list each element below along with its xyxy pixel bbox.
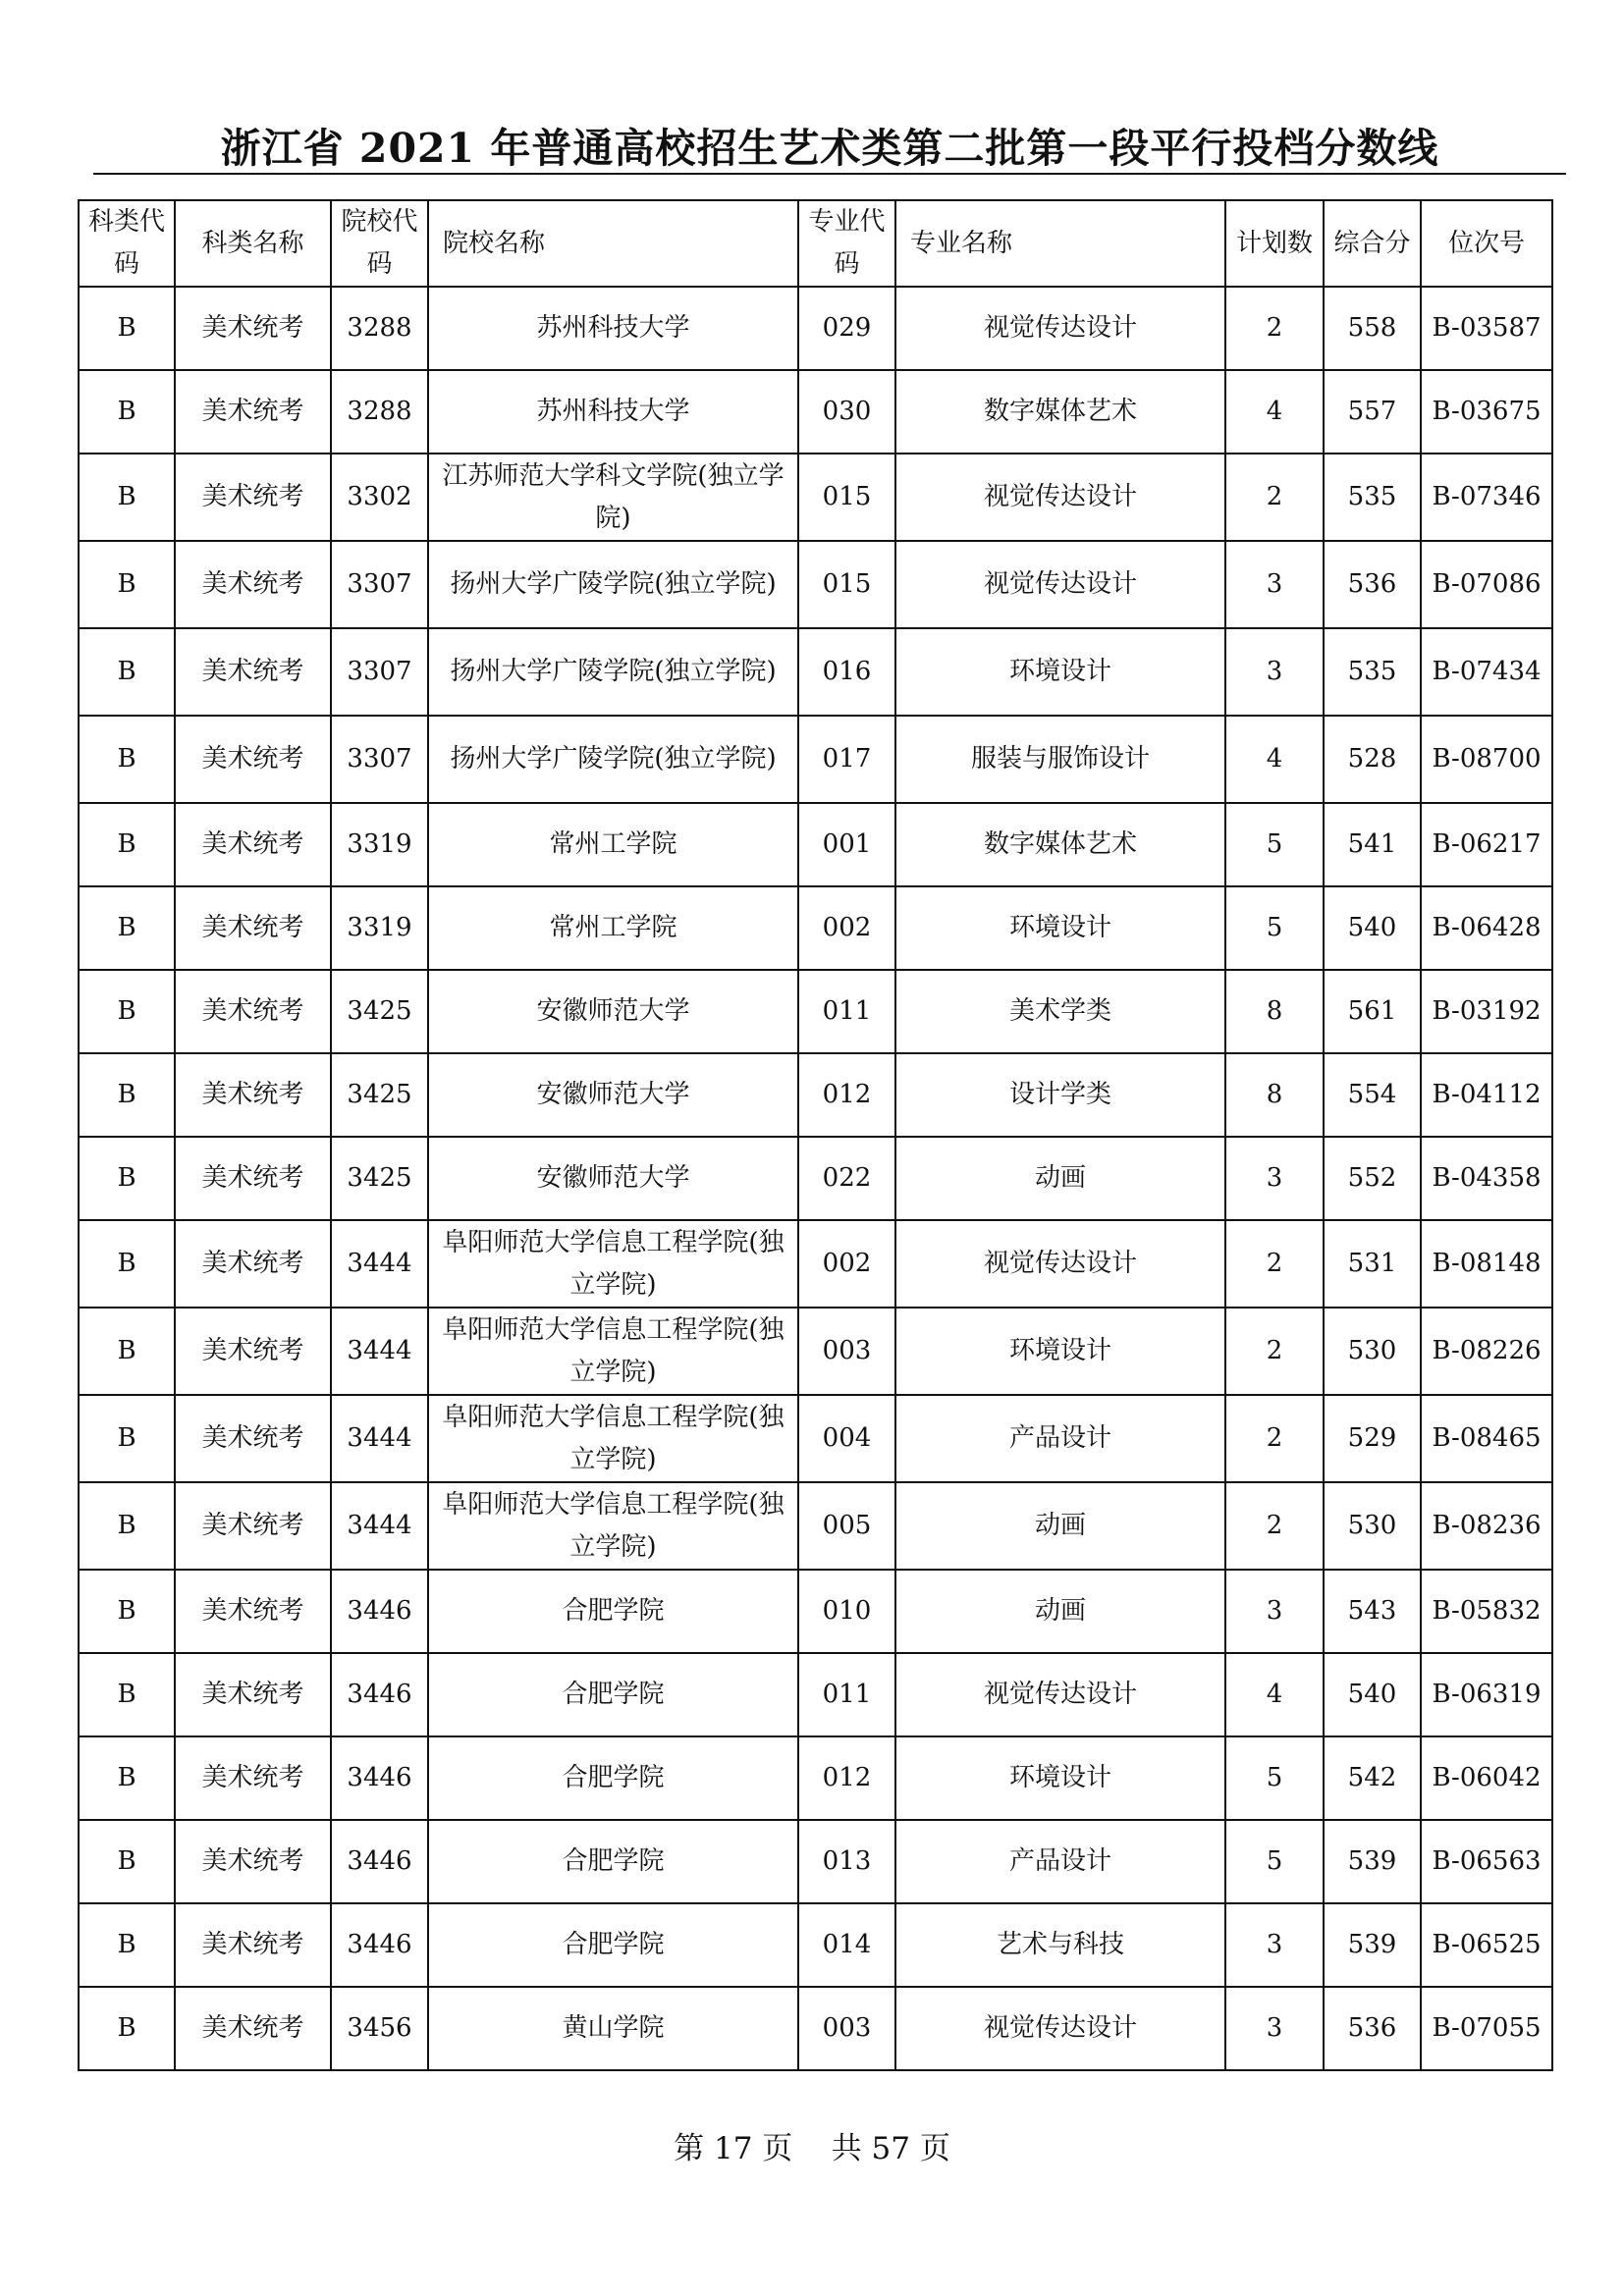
cell-major-name: 艺术与科技 <box>895 1903 1225 1987</box>
cell-school-name: 黄山学院 <box>428 1987 798 2070</box>
cell-school-name: 阜阳师范大学信息工程学院(独立学院) <box>428 1482 798 1570</box>
table-row <box>79 1570 1552 1653</box>
cell-school-name: 扬州大学广陵学院(独立学院) <box>428 628 798 716</box>
cell-major-name: 环境设计 <box>895 628 1225 716</box>
cell-plan-count: 2 <box>1225 287 1324 370</box>
table-row <box>79 970 1552 1053</box>
cell-rank: B-04358 <box>1421 1137 1552 1220</box>
cell-major-name: 环境设计 <box>895 1308 1225 1395</box>
cell-major-name: 环境设计 <box>895 1736 1225 1820</box>
cell-subject-code: B <box>79 1903 175 1987</box>
table-row <box>79 803 1552 886</box>
header-plan-count: 计划数 <box>1225 200 1324 287</box>
cell-subject-name: 美术统考 <box>175 1736 331 1820</box>
cell-major-code: 015 <box>798 541 895 628</box>
cell-rank: B-06042 <box>1421 1736 1552 1820</box>
cell-rank: B-07346 <box>1421 454 1552 541</box>
cell-school-name: 安徽师范大学 <box>428 1053 798 1137</box>
table-row <box>79 287 1552 370</box>
header-major-code: 专业代码 <box>798 200 895 287</box>
cell-major-code: 022 <box>798 1137 895 1220</box>
cell-rank: B-06428 <box>1421 886 1552 970</box>
cell-composite-score: 536 <box>1324 541 1421 628</box>
cell-school-code: 3307 <box>331 541 428 628</box>
cell-major-code: 004 <box>798 1395 895 1482</box>
cell-subject-code: B <box>79 1482 175 1570</box>
cell-composite-score: 530 <box>1324 1308 1421 1395</box>
cell-rank: B-08465 <box>1421 1395 1552 1482</box>
cell-subject-name: 美术统考 <box>175 886 331 970</box>
cell-plan-count: 2 <box>1225 1482 1324 1570</box>
cell-composite-score: 540 <box>1324 1653 1421 1736</box>
cell-major-name: 视觉传达设计 <box>895 1220 1225 1308</box>
cell-subject-code: B <box>79 886 175 970</box>
cell-school-code: 3288 <box>331 370 428 454</box>
cell-major-name: 视觉传达设计 <box>895 287 1225 370</box>
cell-major-code: 003 <box>798 1308 895 1395</box>
cell-subject-name: 美术统考 <box>175 287 331 370</box>
cell-subject-name: 美术统考 <box>175 803 331 886</box>
cell-plan-count: 5 <box>1225 1820 1324 1903</box>
cell-major-code: 010 <box>798 1570 895 1653</box>
cell-subject-name: 美术统考 <box>175 1220 331 1308</box>
cell-subject-code: B <box>79 1220 175 1308</box>
table-row <box>79 1903 1552 1987</box>
cell-school-code: 3446 <box>331 1820 428 1903</box>
cell-major-name: 产品设计 <box>895 1820 1225 1903</box>
cell-rank: B-06319 <box>1421 1653 1552 1736</box>
cell-major-name: 视觉传达设计 <box>895 1987 1225 2070</box>
cell-composite-score: 539 <box>1324 1820 1421 1903</box>
cell-rank: B-08148 <box>1421 1220 1552 1308</box>
cell-subject-code: B <box>79 1820 175 1903</box>
cell-school-code: 3456 <box>331 1987 428 2070</box>
cell-composite-score: 539 <box>1324 1903 1421 1987</box>
cell-school-code: 3446 <box>331 1903 428 1987</box>
cell-school-code: 3444 <box>331 1220 428 1308</box>
table-row <box>79 716 1552 803</box>
cell-rank: B-08700 <box>1421 716 1552 803</box>
cell-rank: B-07434 <box>1421 628 1552 716</box>
cell-school-name: 合肥学院 <box>428 1570 798 1653</box>
cell-plan-count: 4 <box>1225 1653 1324 1736</box>
cell-school-name: 合肥学院 <box>428 1736 798 1820</box>
cell-rank: B-07055 <box>1421 1987 1552 2070</box>
cell-school-code: 3425 <box>331 1053 428 1137</box>
cell-plan-count: 8 <box>1225 970 1324 1053</box>
cell-major-name: 数字媒体艺术 <box>895 370 1225 454</box>
cell-subject-code: B <box>79 1137 175 1220</box>
cell-major-name: 设计学类 <box>895 1053 1225 1137</box>
cell-plan-count: 5 <box>1225 1736 1324 1820</box>
cell-school-name: 扬州大学广陵学院(独立学院) <box>428 541 798 628</box>
cell-subject-code: B <box>79 970 175 1053</box>
table-row <box>79 1395 1552 1482</box>
cell-composite-score: 528 <box>1324 716 1421 803</box>
cell-subject-name: 美术统考 <box>175 1570 331 1653</box>
cell-school-name: 扬州大学广陵学院(独立学院) <box>428 716 798 803</box>
cell-composite-score: 529 <box>1324 1395 1421 1482</box>
cell-major-name: 视觉传达设计 <box>895 541 1225 628</box>
cell-plan-count: 2 <box>1225 454 1324 541</box>
cell-school-code: 3446 <box>331 1570 428 1653</box>
cell-composite-score: 542 <box>1324 1736 1421 1820</box>
cell-major-code: 002 <box>798 886 895 970</box>
cell-major-code: 013 <box>798 1820 895 1903</box>
cell-school-name: 安徽师范大学 <box>428 970 798 1053</box>
cell-major-name: 动画 <box>895 1137 1225 1220</box>
cell-plan-count: 2 <box>1225 1220 1324 1308</box>
title-underline <box>93 173 1566 175</box>
table-row <box>79 1308 1552 1395</box>
cell-subject-name: 美术统考 <box>175 1987 331 2070</box>
cell-school-name: 阜阳师范大学信息工程学院(独立学院) <box>428 1220 798 1308</box>
cell-composite-score: 554 <box>1324 1053 1421 1137</box>
cell-school-name: 阜阳师范大学信息工程学院(独立学院) <box>428 1395 798 1482</box>
table-row <box>79 370 1552 454</box>
table-row <box>79 541 1552 628</box>
cell-subject-code: B <box>79 803 175 886</box>
cell-subject-code: B <box>79 1053 175 1137</box>
cell-school-name: 常州工学院 <box>428 803 798 886</box>
cell-school-name: 常州工学院 <box>428 886 798 970</box>
table-row <box>79 1220 1552 1308</box>
cell-plan-count: 3 <box>1225 1903 1324 1987</box>
table-row <box>79 886 1552 970</box>
cell-school-name: 合肥学院 <box>428 1820 798 1903</box>
cell-plan-count: 5 <box>1225 886 1324 970</box>
cell-subject-name: 美术统考 <box>175 1820 331 1903</box>
cell-school-name: 合肥学院 <box>428 1653 798 1736</box>
cell-school-name: 阜阳师范大学信息工程学院(独立学院) <box>428 1308 798 1395</box>
cell-major-code: 011 <box>798 970 895 1053</box>
cell-school-code: 3307 <box>331 716 428 803</box>
cell-subject-name: 美术统考 <box>175 1137 331 1220</box>
header-composite-score: 综合分 <box>1324 200 1421 287</box>
cell-plan-count: 5 <box>1225 803 1324 886</box>
cell-composite-score: 561 <box>1324 970 1421 1053</box>
cell-rank: B-07086 <box>1421 541 1552 628</box>
cell-school-name: 苏州科技大学 <box>428 370 798 454</box>
cell-school-name: 苏州科技大学 <box>428 287 798 370</box>
cell-major-name: 动画 <box>895 1482 1225 1570</box>
cell-rank: B-04112 <box>1421 1053 1552 1137</box>
cell-rank: B-06217 <box>1421 803 1552 886</box>
cell-subject-name: 美术统考 <box>175 1482 331 1570</box>
page-footer: 第 17 页 共 57 页 <box>674 2131 950 2166</box>
cell-plan-count: 3 <box>1225 1570 1324 1653</box>
cell-plan-count: 2 <box>1225 1308 1324 1395</box>
cell-major-code: 011 <box>798 1653 895 1736</box>
cell-major-name: 产品设计 <box>895 1395 1225 1482</box>
cell-rank: B-05832 <box>1421 1570 1552 1653</box>
cell-school-code: 3446 <box>331 1653 428 1736</box>
table-row <box>79 1820 1552 1903</box>
cell-major-name: 动画 <box>895 1570 1225 1653</box>
cell-plan-count: 3 <box>1225 1987 1324 2070</box>
cell-school-code: 3288 <box>331 287 428 370</box>
cell-major-code: 030 <box>798 370 895 454</box>
cell-major-code: 005 <box>798 1482 895 1570</box>
cell-rank: B-03587 <box>1421 287 1552 370</box>
cell-major-name: 服装与服饰设计 <box>895 716 1225 803</box>
cell-plan-count: 3 <box>1225 1137 1324 1220</box>
cell-subject-name: 美术统考 <box>175 454 331 541</box>
table-header-row <box>79 200 1552 287</box>
cell-rank: B-08236 <box>1421 1482 1552 1570</box>
cell-rank: B-08226 <box>1421 1308 1552 1395</box>
cell-major-name: 美术学类 <box>895 970 1225 1053</box>
header-school-code: 院校代码 <box>331 200 428 287</box>
page-title: 浙江省 2021 年普通高校招生艺术类第二批第一段平行投档分数线 <box>220 125 1439 172</box>
cell-rank: B-03192 <box>1421 970 1552 1053</box>
cell-school-code: 3444 <box>331 1395 428 1482</box>
table-row <box>79 1653 1552 1736</box>
cell-major-code: 015 <box>798 454 895 541</box>
cell-subject-code: B <box>79 287 175 370</box>
cell-major-code: 014 <box>798 1903 895 1987</box>
cell-rank: B-06563 <box>1421 1820 1552 1903</box>
header-subject-name: 科类名称 <box>175 200 331 287</box>
cell-subject-name: 美术统考 <box>175 1653 331 1736</box>
table-body <box>79 287 1552 2070</box>
cell-major-code: 002 <box>798 1220 895 1308</box>
cell-subject-name: 美术统考 <box>175 1395 331 1482</box>
cell-school-name: 江苏师范大学科文学院(独立学院) <box>428 454 798 541</box>
table-row <box>79 1987 1552 2070</box>
cell-composite-score: 530 <box>1324 1482 1421 1570</box>
cell-composite-score: 535 <box>1324 454 1421 541</box>
cell-subject-name: 美术统考 <box>175 628 331 716</box>
cell-composite-score: 536 <box>1324 1987 1421 2070</box>
cell-major-code: 012 <box>798 1053 895 1137</box>
header-major-name: 专业名称 <box>895 200 1225 287</box>
cell-composite-score: 535 <box>1324 628 1421 716</box>
table-row <box>79 1053 1552 1137</box>
cell-school-name: 安徽师范大学 <box>428 1137 798 1220</box>
table-row <box>79 1137 1552 1220</box>
cell-subject-name: 美术统考 <box>175 970 331 1053</box>
cell-major-name: 视觉传达设计 <box>895 454 1225 541</box>
cell-plan-count: 8 <box>1225 1053 1324 1137</box>
cell-subject-code: B <box>79 454 175 541</box>
cell-subject-name: 美术统考 <box>175 541 331 628</box>
cell-school-code: 3302 <box>331 454 428 541</box>
cell-subject-name: 美术统考 <box>175 716 331 803</box>
cell-composite-score: 531 <box>1324 1220 1421 1308</box>
table-row <box>79 454 1552 541</box>
cell-subject-code: B <box>79 716 175 803</box>
cell-major-code: 003 <box>798 1987 895 2070</box>
cell-school-name: 合肥学院 <box>428 1903 798 1987</box>
header-subject-code: 科类代码 <box>79 200 175 287</box>
cell-composite-score: 552 <box>1324 1137 1421 1220</box>
cell-composite-score: 541 <box>1324 803 1421 886</box>
cell-major-name: 环境设计 <box>895 886 1225 970</box>
cell-major-code: 029 <box>798 287 895 370</box>
admission-score-table <box>78 199 1553 2071</box>
cell-subject-name: 美术统考 <box>175 1308 331 1395</box>
cell-subject-code: B <box>79 370 175 454</box>
cell-major-name: 数字媒体艺术 <box>895 803 1225 886</box>
cell-plan-count: 4 <box>1225 370 1324 454</box>
cell-school-code: 3446 <box>331 1736 428 1820</box>
cell-major-code: 016 <box>798 628 895 716</box>
cell-subject-code: B <box>79 1308 175 1395</box>
cell-major-code: 017 <box>798 716 895 803</box>
cell-school-code: 3425 <box>331 1137 428 1220</box>
cell-subject-code: B <box>79 1653 175 1736</box>
cell-school-code: 3425 <box>331 970 428 1053</box>
cell-composite-score: 540 <box>1324 886 1421 970</box>
cell-subject-code: B <box>79 1736 175 1820</box>
cell-subject-code: B <box>79 628 175 716</box>
cell-subject-code: B <box>79 1570 175 1653</box>
cell-school-code: 3444 <box>331 1308 428 1395</box>
cell-school-code: 3307 <box>331 628 428 716</box>
header-rank: 位次号 <box>1421 200 1552 287</box>
cell-rank: B-06525 <box>1421 1903 1552 1987</box>
cell-subject-name: 美术统考 <box>175 1053 331 1137</box>
cell-subject-name: 美术统考 <box>175 370 331 454</box>
cell-composite-score: 543 <box>1324 1570 1421 1653</box>
cell-major-name: 视觉传达设计 <box>895 1653 1225 1736</box>
cell-plan-count: 4 <box>1225 716 1324 803</box>
cell-composite-score: 558 <box>1324 287 1421 370</box>
table-row <box>79 628 1552 716</box>
cell-school-code: 3319 <box>331 803 428 886</box>
cell-plan-count: 3 <box>1225 541 1324 628</box>
table-row <box>79 1736 1552 1820</box>
cell-major-code: 001 <box>798 803 895 886</box>
cell-subject-code: B <box>79 541 175 628</box>
cell-major-code: 012 <box>798 1736 895 1820</box>
cell-subject-code: B <box>79 1395 175 1482</box>
cell-plan-count: 2 <box>1225 1395 1324 1482</box>
cell-school-code: 3319 <box>331 886 428 970</box>
cell-subject-name: 美术统考 <box>175 1903 331 1987</box>
cell-plan-count: 3 <box>1225 628 1324 716</box>
cell-composite-score: 557 <box>1324 370 1421 454</box>
cell-rank: B-03675 <box>1421 370 1552 454</box>
cell-subject-code: B <box>79 1987 175 2070</box>
table-row <box>79 1482 1552 1570</box>
cell-school-code: 3444 <box>331 1482 428 1570</box>
header-school-name: 院校名称 <box>428 200 798 287</box>
